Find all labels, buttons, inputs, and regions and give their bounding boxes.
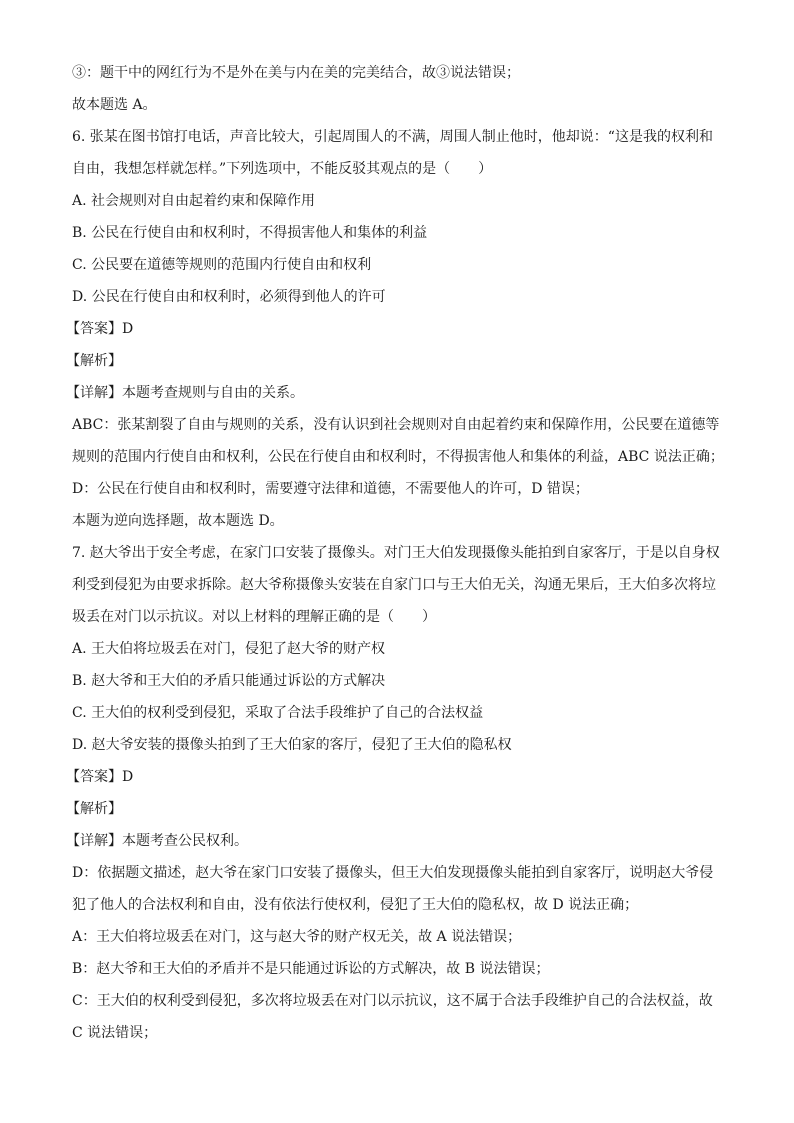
q7-stem-line-2: 利受到侵犯为由要求拆除。赵大爷称摄像头安装在自家门口与王大伯无关，沟通无果后，王大伯多次将垃 [72,577,716,593]
q7-d-line-2: 犯了他人的合法权利和自由，没有依法行使权利，侵犯了王大伯的隐私权，故 D 说法正确； [72,897,639,913]
q7-stem [72,542,722,628]
q7-d-explanation [72,862,722,916]
q7-a-explanation: A：王大伯将垃圾丢在对门，这与赵大爷的财产权无关，故 A 说法错误； [72,929,522,945]
q6-option-b: B. 公民在行使自由和权利时，不得损害他人和集体的利益 [72,225,428,241]
q7-detail: 【详解】本题考查公民权利。 [66,833,248,849]
q7-option-a: A. 王大伯将垃圾丢在对门，侵犯了赵大爷的财产权 [72,641,386,657]
q7-c-explanation [72,990,722,1044]
q7-answer: 【答案】D [66,769,134,785]
q7-b-explanation: B：赵大爷和王大伯的矛盾并不是只能通过诉讼的方式解决，故 B 说法错误； [72,961,550,977]
q5-note3: ③：题干中的网红行为不是外在美与内在美的完美结合，故③说法错误； [72,65,520,81]
document-page [66,62,724,1054]
q6-explanation [72,414,722,468]
q6-detail: 【详解】本题考查规则与自由的关系。 [66,385,304,401]
q6-explanation-line-2: 规则的范围内行使自由和权利，公民在行使自由和权利时，不得损害他人和集体的利益，ABC 说法正确； [72,449,724,465]
q6-analysis-label: 【解析】 [66,353,122,369]
q6-option-c: C. 公民要在道德等规则的范围内行使自由和权利 [72,257,372,273]
q6-stem-line-2: 自由，我想怎样就怎样。”下列选项中，不能反驳其观点的是（ ） [72,161,493,177]
q7-analysis-label: 【解析】 [66,801,122,817]
q7-stem-line-3: 圾丢在对门以示抗议。对以上材料的理解正确的是（ ） [72,609,436,625]
q6-explanation-line-1: ABC：张某割裂了自由与规则的关系，没有认识到社会规则对自由起着约束和保障作用，公民要在道德等 [72,417,720,433]
q7-c-line-2: C 说法错误； [72,1025,158,1041]
q6-option-d: D. 公民在行使自由和权利时，必须得到他人的许可 [72,289,386,305]
q7-d-line-1: D：依据题文描述，赵大爷在家门口安装了摄像头，但王大伯发现摄像头能拍到自家客厅，说明赵大爷侵 [72,865,714,881]
q7-option-c: C. 王大伯的权利受到侵犯，采取了合法手段维护了自己的合法权益 [72,705,484,721]
q6-conclusion: 本题为逆向选择题，故本题选 D。 [72,513,284,529]
q7-stem-line-1: 7. 赵大爷出于安全考虑，在家门口安装了摄像头。对门王大伯发现摄像头能拍到自家客厅，于是以自身权 [72,545,720,561]
q7-option-b: B. 赵大爷和王大伯的矛盾只能通过诉讼的方式解决 [72,673,386,689]
q6-d-explanation: D：公民在行使自由和权利时，需要遵守法律和道德，不需要他人的许可，D 错误； [72,481,589,497]
q6-option-a: A. 社会规则对自由起着约束和保障作用 [72,193,316,209]
q6-stem [72,126,722,180]
q7-c-line-1: C：王大伯的权利受到侵犯，多次将垃圾丢在对门以示抗议，这不属于合法手段维护自己的合法权益，故 [72,993,713,1009]
q7-option-d: D. 赵大爷安装的摄像头拍到了王大伯家的客厅，侵犯了王大伯的隐私权 [72,737,512,753]
q6-stem-line-1: 6. 张某在图书馆打电话，声音比较大，引起周围人的不满，周围人制止他时，他却说：“这是我的权利和 [72,129,713,145]
q5-conclusion: 故本题选 A。 [72,97,157,113]
q6-answer: 【答案】D [66,321,134,337]
